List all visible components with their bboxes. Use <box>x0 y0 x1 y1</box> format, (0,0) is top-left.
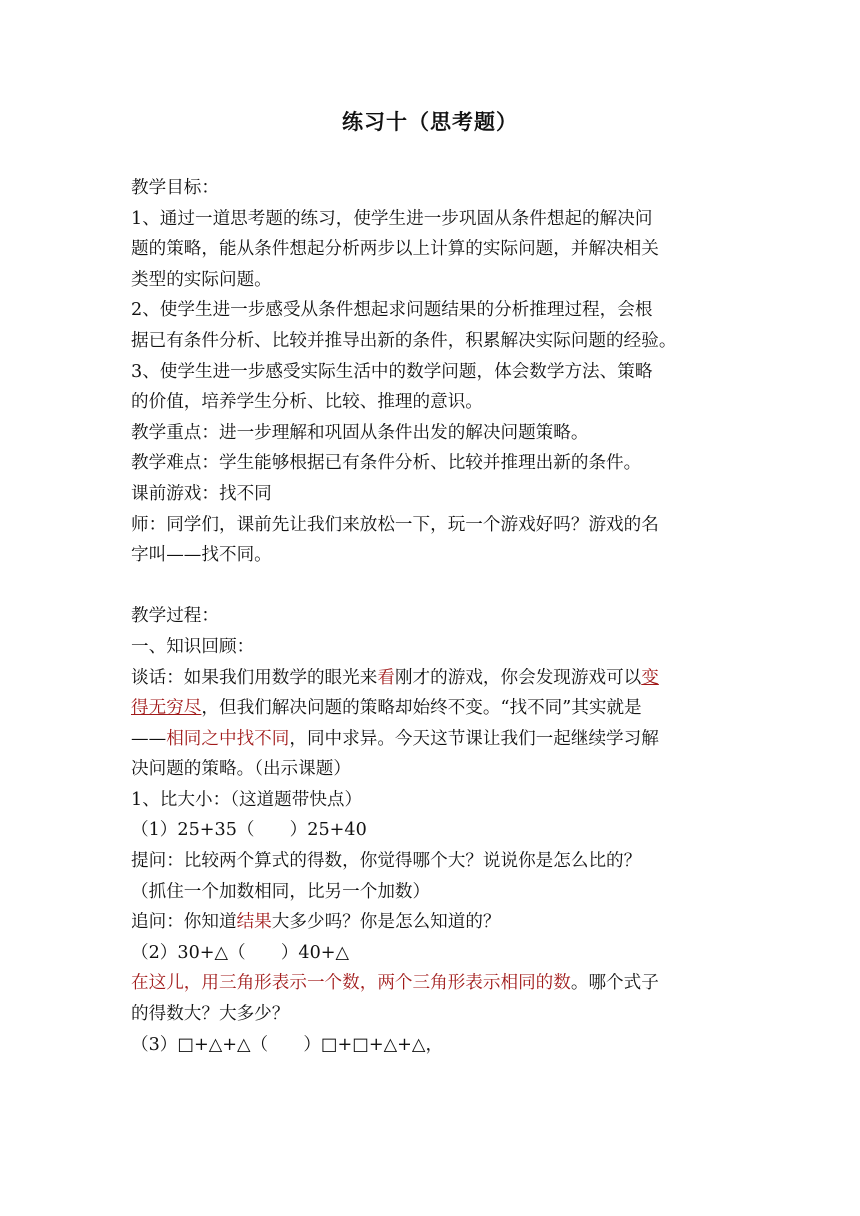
paragraph-line: 一、知识回顾： <box>131 636 255 657</box>
text-run: 谈话：如果我们用数学的眼光来 <box>131 667 378 688</box>
paragraph-line: 师：同学们，课前先让我们来放松一下，玩一个游戏好吗？游戏的名 <box>131 514 659 535</box>
paragraph-line: 1、比大小：（这道题带快点） <box>131 789 363 810</box>
paragraph-line: 字叫——找不同。 <box>131 545 272 566</box>
paragraph-line: 教学过程： <box>131 606 219 627</box>
paragraph-line: 教学重点：进一步理解和巩固从条件出发的解决问题策略。 <box>131 422 589 443</box>
paragraph-line: （1）25+35（ ）25+40 <box>131 820 367 841</box>
emphasis-text: 变 <box>641 667 659 688</box>
paragraph-line: （抓住一个加数相同，比另一个加数） <box>131 881 431 902</box>
paragraph-line: 提问：比较两个算式的得数，你觉得哪个大？说说你是怎么比的？ <box>131 851 642 872</box>
paragraph-line <box>131 724 731 755</box>
paragraph-line: 课前游戏：找不同 <box>131 483 272 504</box>
paragraph-line: （2）30+△（ ）40+△ <box>131 942 350 963</box>
paragraph-line: 的价值，培养学生分析、比较、推理的意识。 <box>131 392 483 413</box>
page-title: 练习十（思考题） <box>342 109 518 134</box>
text-run: 追问：你知道 <box>131 912 237 933</box>
paragraph-line: 教学难点：学生能够根据已有条件分析、比较并推理出新的条件。 <box>131 453 642 474</box>
emphasis-text: 看 <box>377 667 395 688</box>
paragraph-line: 教学目标： <box>131 178 219 198</box>
paragraph-line: 1、通过一道思考题的练习，使学生进一步巩固从条件想起的解决问 <box>131 208 653 229</box>
emphasis-text: 在这儿，用三角形表示一个数，两个三角形表示相同的数 <box>131 973 571 994</box>
paragraph-line: 题的策略，能从条件想起分析两步以上计算的实际问题，并解决相关 <box>131 239 659 260</box>
emphasis-text: 结果 <box>236 912 272 933</box>
paragraph-line <box>131 663 731 694</box>
text-run: —— <box>131 728 167 749</box>
paragraph-line: 2、使学生进一步感受从条件想起求问题结果的分析推理过程，会根 <box>131 300 653 321</box>
paragraph-line <box>131 693 731 724</box>
text-run: 。哪个式子 <box>570 973 659 994</box>
paragraph-line: （3）□+△+△（ ）□+□+△+△， <box>131 1034 444 1055</box>
paragraph-line: 3、使学生进一步感受实际生活中的数学问题，体会数学方法、策略 <box>131 361 653 382</box>
paragraph-line: 决问题的策略。（出示课题） <box>131 759 351 780</box>
paragraph-line: 的得数大？大多少？ <box>131 1004 290 1025</box>
text-run: 大多少吗？你是怎么知道的？ <box>271 912 501 933</box>
blank-line <box>131 571 731 602</box>
paragraph-line <box>131 907 731 938</box>
text-run: ，同中求异。今天这节课让我们一起继续学习解 <box>289 728 659 749</box>
emphasis-text: 相同之中找不同 <box>166 728 290 749</box>
paragraph-line: 据已有条件分析、比较并推导出新的条件，积累解决实际问题的经验。 <box>131 330 677 351</box>
paragraph-line <box>131 968 731 999</box>
text-run: 刚才的游戏，你会发现游戏可以 <box>394 667 642 688</box>
text-run: ，但我们解决问题的策略却始终不变。“找不同”其实就是 <box>201 698 642 719</box>
emphasis-text: 得无穷尽 <box>131 698 202 719</box>
document-body <box>131 173 731 1060</box>
paragraph-line: 类型的实际问题。 <box>131 269 272 290</box>
